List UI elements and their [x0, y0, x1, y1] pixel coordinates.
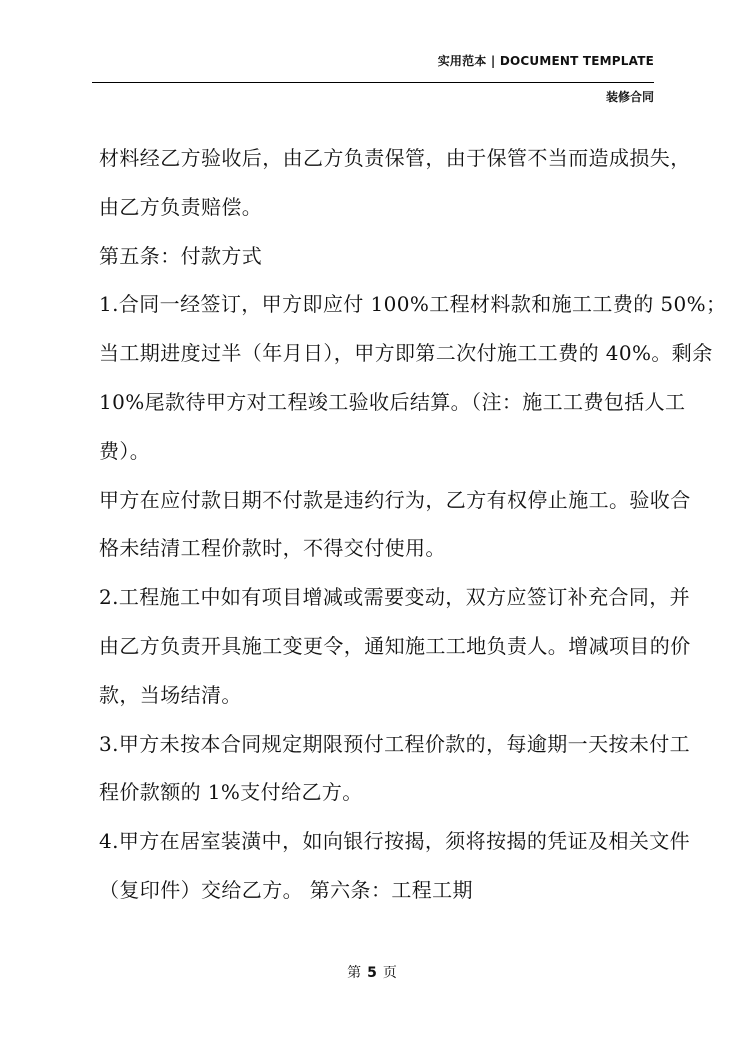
body-line: 由乙方负责开具施工变更令，通知施工工地负责人。增减项目的价 — [99, 633, 691, 658]
body-line: 费）。 — [99, 438, 151, 463]
header-subtitle: 装修合同 — [605, 90, 654, 104]
body-line: 款，当场结清。 — [99, 682, 242, 707]
page-number: 5 — [367, 965, 377, 981]
body-line: 3.甲方未按本合同规定期限预付工程价款的，每逾期一天按未付工 — [99, 731, 691, 756]
body-line: 格未结清工程价款时，不得交付使用。 — [99, 536, 446, 561]
page-footer — [0, 962, 744, 982]
body-line: 1.合同一经签订，甲方即应付 100%工程材料款和施工工费的 50%； — [99, 292, 727, 317]
header-title: 实用范本 | DOCUMENT TEMPLATE — [437, 54, 654, 68]
body-line: 10%尾款待甲方对工程竣工验收后结算。（注：施工工费包括人工 — [99, 389, 686, 414]
body-line: 2.工程施工中如有项目增减或需要变动，双方应签订补充合同，并 — [99, 585, 691, 610]
body-line: （复印件）交给乙方。 第六条：工程工期 — [99, 877, 473, 902]
footer-suffix: 页 — [382, 965, 397, 981]
header-divider — [92, 82, 654, 83]
body-line: 当工期进度过半（年月日），甲方即第二次付施工工费的 40%。剩余 — [99, 341, 713, 366]
body-line: 甲方在应付款日期不付款是违约行为，乙方有权停止施工。验收合 — [99, 487, 691, 512]
footer-prefix: 第 — [347, 965, 362, 981]
body-line: 由乙方负责赔偿。 — [99, 194, 263, 219]
body-line: 4.甲方在居室装潢中，如向银行按揭，须将按揭的凭证及相关文件 — [99, 829, 691, 854]
body-line: 材料经乙方验收后，由乙方负责保管，由于保管不当而造成损失， — [99, 146, 691, 170]
section-heading: 第五条：付款方式 — [99, 243, 263, 268]
document-body — [99, 138, 727, 919]
body-line: 程价款额的 1%支付给乙方。 — [99, 780, 363, 805]
page-header — [92, 52, 654, 108]
